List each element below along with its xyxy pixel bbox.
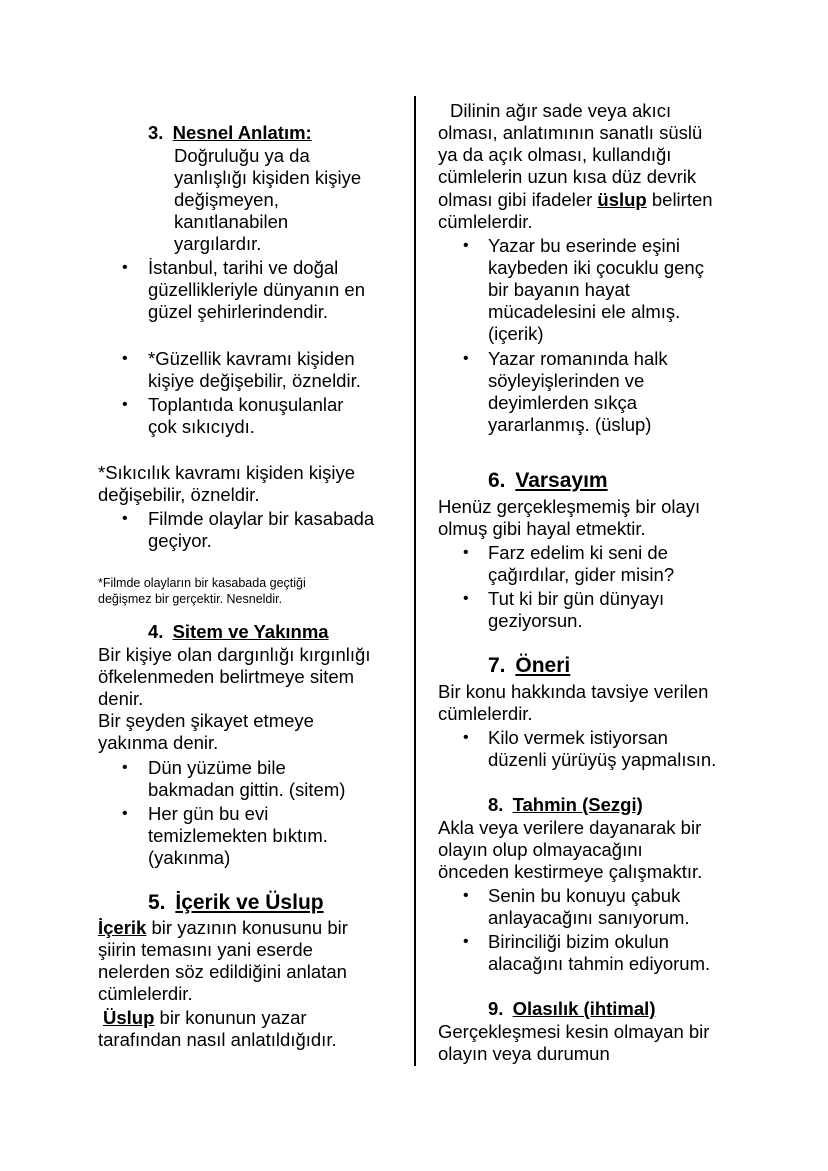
sitem-desc-line: denir. — [98, 688, 144, 709]
uslup-cont-line: ya da açık olması, kullandığı — [438, 144, 672, 165]
bullet-icon: • — [463, 729, 469, 746]
bullet-icon: • — [463, 590, 469, 607]
bullet-icon: • — [463, 237, 469, 254]
small-note-line: *Filmde olayların bir kasabada geçtiği — [98, 576, 306, 590]
sitem-desc-line: yakınma denir. — [98, 732, 219, 753]
uslup-cont-line: olması gibi ifadeler üslup belirten — [438, 189, 713, 210]
oneri-desc-line: cümlelerdir. — [438, 703, 533, 724]
bullet-icon: • — [463, 933, 469, 950]
nesnel-desc-line: değişmeyen, — [174, 189, 279, 210]
bullet-icon: • — [463, 544, 469, 561]
note-line: değişebilir, özneldir. — [98, 484, 260, 505]
example-line: söyleyişlerinden ve — [488, 370, 645, 391]
uslup-cont-line: cümlelerin uzun kısa düz devrik — [438, 166, 697, 187]
heading-tahmin: 8. Tahmin (Sezgi) — [488, 794, 643, 815]
olasilik-desc-line: olayın veya durumun — [438, 1043, 610, 1064]
uslup-first-line: Üslup bir konunun yazar — [103, 1007, 307, 1028]
example-line: yararlanmış. (üslup) — [488, 414, 652, 435]
example-line: çağırdılar, gider misin? — [488, 564, 675, 585]
oneri-desc-line: Bir konu hakkında tavsiye verilen — [438, 681, 709, 702]
example-line: çok sıkıcıydı. — [148, 416, 255, 437]
example-line: Farz edelim ki seni de — [488, 542, 668, 563]
icerik-line: cümlelerdir. — [98, 983, 193, 1004]
bullet-icon: • — [122, 396, 128, 413]
example-line: *Güzellik kavramı kişiden — [148, 348, 355, 369]
example-line: kişiye değişebilir, özneldir. — [148, 370, 361, 391]
example-line: geçiyor. — [148, 530, 212, 551]
example-line: Toplantıda konuşulanlar — [148, 394, 344, 415]
heading-olasilik: 9. Olasılık (ihtimal) — [488, 998, 656, 1019]
nesnel-desc-line: yanlışlığı kişiden kişiye — [174, 167, 362, 188]
example-line: Yazar bu eserinde eşini — [488, 235, 680, 256]
example-line: güzellikleriyle dünyanın en — [148, 279, 365, 300]
bullet-icon: • — [122, 805, 128, 822]
nesnel-desc-line: Doğruluğu ya da — [174, 145, 310, 166]
example-line: anlayacağını sanıyorum. — [488, 907, 690, 928]
varsayim-desc-line: olmuş gibi hayal etmektir. — [438, 518, 646, 539]
bullet-icon: • — [122, 510, 128, 527]
example-line: Her gün bu evi — [148, 803, 269, 824]
tahmin-desc-line: olayın olup olmayacağını — [438, 839, 643, 860]
example-line: düzenli yürüyüş yapmalısın. — [488, 749, 717, 770]
bullet-icon: • — [463, 350, 469, 367]
sitem-desc-line: Bir şeyden şikayet etmeye — [98, 710, 314, 731]
sitem-desc-line: öfkelenmeden belirtmeye sitem — [98, 666, 355, 687]
nesnel-desc-line: yargılardır. — [174, 233, 262, 254]
tahmin-desc-line: önceden kestirmeye çalışmaktır. — [438, 861, 703, 882]
bullet-icon: • — [463, 887, 469, 904]
sitem-desc-line: Bir kişiye olan dargınlığı kırgınlığı — [98, 644, 371, 665]
bullet-icon: • — [122, 759, 128, 776]
example-line: temizlemekten bıktım. — [148, 825, 328, 846]
example-line: Senin bu konuyu çabuk — [488, 885, 681, 906]
example-line: bakmadan gittin. (sitem) — [148, 779, 346, 800]
uslup-cont-line: olması, anlatımının sanatlı süslü — [438, 122, 703, 143]
example-line: Dün yüzüme bile — [148, 757, 286, 778]
heading-sitem-yakinma: 4. Sitem ve Yakınma — [148, 621, 329, 642]
example-line: İstanbul, tarihi ve doğal — [148, 257, 339, 278]
example-line: mücadelesini ele almış. — [488, 301, 681, 322]
icerik-first-line: İçerik bir yazının konusunu bir — [98, 917, 348, 938]
tahmin-desc-line: Akla veya verilere dayanarak bir — [438, 817, 702, 838]
example-line: güzel şehirlerindendir. — [148, 301, 328, 322]
heading-nesnel-anlatim: 3. Nesnel Anlatım: — [148, 122, 312, 143]
example-line: Birinciliği bizim okulun — [488, 931, 669, 952]
heading-oneri: 7. Öneri — [488, 654, 571, 677]
heading-icerik-uslup: 5. İçerik ve Üslup — [148, 891, 324, 914]
bullet-icon: • — [122, 350, 128, 367]
example-line: Tut ki bir gün dünyayı — [488, 588, 665, 609]
example-line: Filmde olaylar bir kasabada — [148, 508, 375, 529]
example-line: Yazar romanında halk — [488, 348, 668, 369]
bullet-icon: • — [122, 259, 128, 276]
example-line: kaybeden iki çocuklu genç — [488, 257, 704, 278]
example-line: alacağını tahmin ediyorum. — [488, 953, 711, 974]
example-line: geziyorsun. — [488, 610, 583, 631]
example-line: bir bayanın hayat — [488, 279, 630, 300]
note-line: *Sıkıcılık kavramı kişiden kişiye — [98, 462, 356, 483]
varsayim-desc-line: Henüz gerçekleşmemiş bir olayı — [438, 496, 701, 517]
small-note-line: değişmez bir gerçektir. Nesneldir. — [98, 592, 283, 606]
example-line: Kilo vermek istiyorsan — [488, 727, 668, 748]
icerik-line: nelerden söz edildiğini anlatan — [98, 961, 347, 982]
example-line: (içerik) — [488, 323, 544, 344]
column-divider — [414, 96, 416, 1066]
icerik-line: şiirin temasını yani eserde — [98, 939, 313, 960]
uslup-cont-line: cümlelerdir. — [438, 211, 533, 232]
nesnel-desc-line: kanıtlanabilen — [174, 211, 289, 232]
example-line: deyimlerden sıkça — [488, 392, 638, 413]
uslup-line: tarafından nasıl anlatıldığıdır. — [98, 1029, 337, 1050]
heading-varsayim: 6. Varsayım — [488, 469, 608, 492]
uslup-cont-line: Dilinin ağır sade veya akıcı — [450, 100, 672, 121]
olasilik-desc-line: Gerçekleşmesi kesin olmayan bir — [438, 1021, 710, 1042]
example-line: (yakınma) — [148, 847, 231, 868]
